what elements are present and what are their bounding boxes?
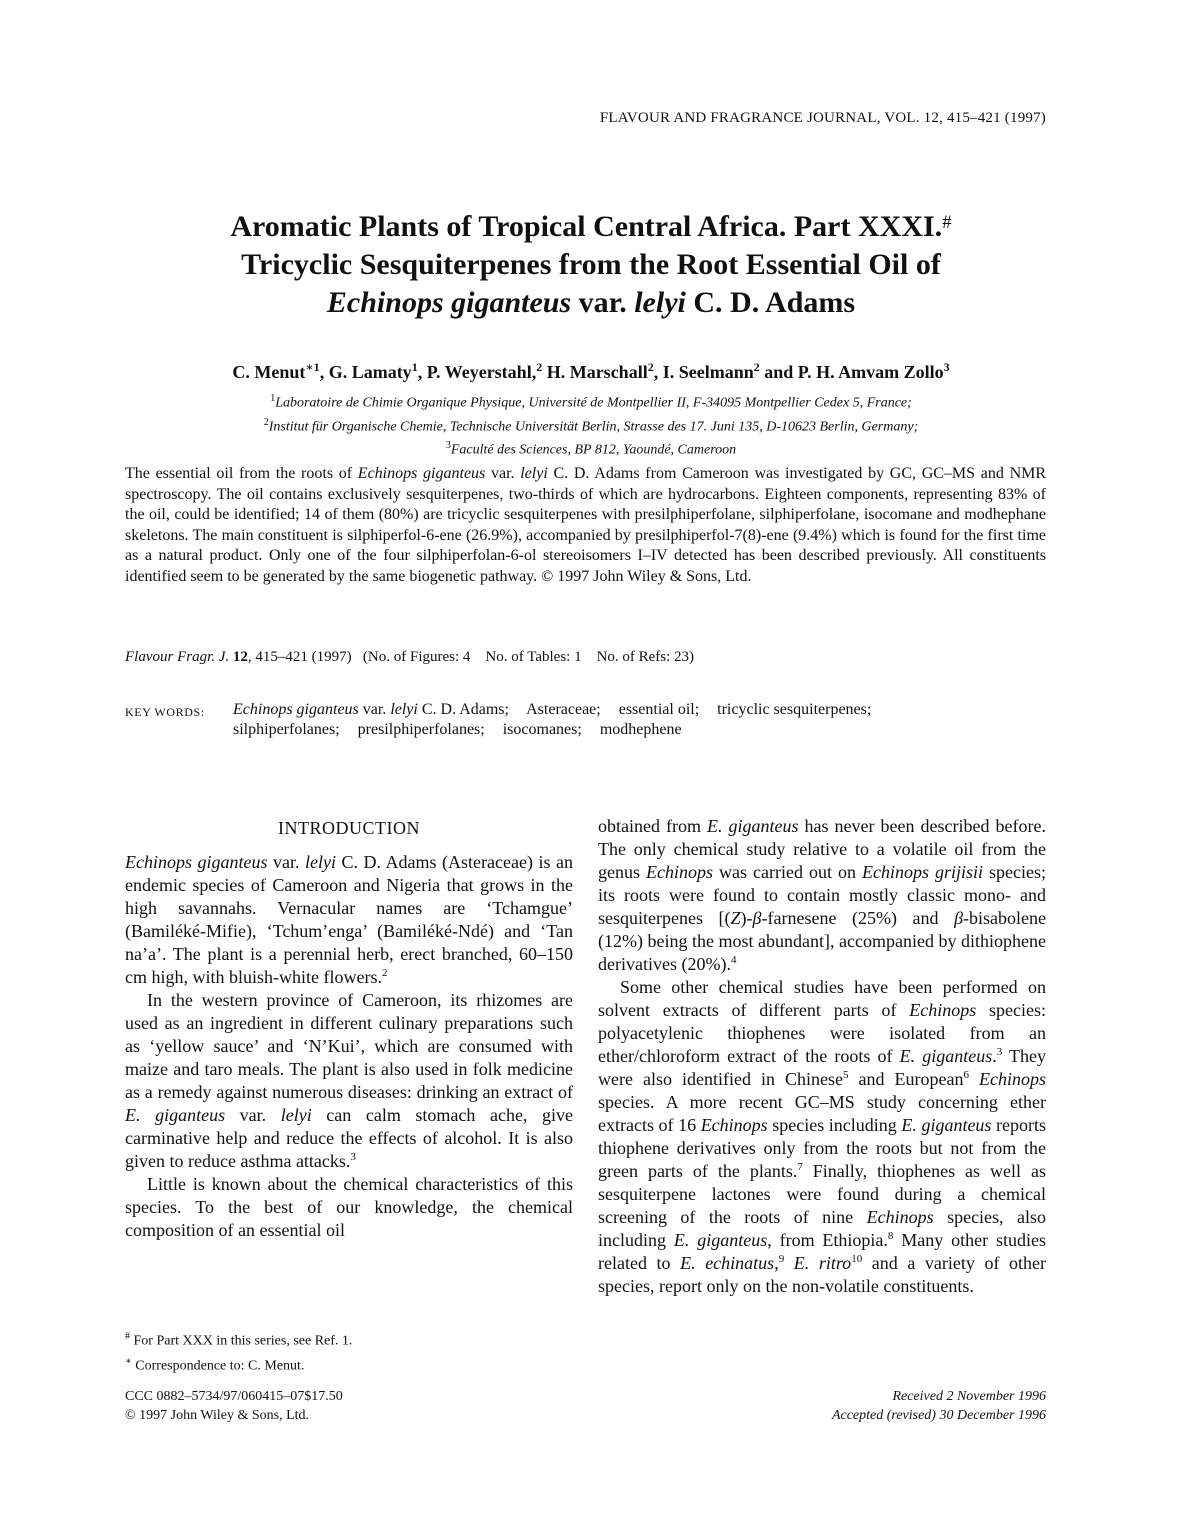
affiliation: $^3$Faculté des Sciences, BP 812, Yaoundé, Cameroon <box>445 440 737 458</box>
paragraph: Little is known about the chemical characteristics of this species. To the best of our knowledge, the chemical composition of an essential oil <box>125 1174 573 1240</box>
keyword: presilphiperfolanes; <box>357 721 485 738</box>
ccc-code: CCC 0882–5734/97/060415–07$17.50 <box>125 1389 343 1404</box>
copyright: © 1997 John Wiley & Sons, Ltd. <box>125 1408 310 1423</box>
received-date: Received 2 November 1996 <box>892 1389 1046 1404</box>
keywords <box>125 700 1046 740</box>
title-line-2: Tricyclic Sesquiterpenes from the Root Essential Oil of <box>241 248 941 281</box>
publication-info <box>125 1387 343 1425</box>
footnotes <box>125 1327 573 1376</box>
affiliation: $^1$Laboratoire de Chimie Organique Physique, Université de Montpellier II, F-34095 Montpellier Cedex 5, France; <box>270 393 912 411</box>
affiliation: $^2$Institut für Organische Chemie, Technische Universität Berlin, Strasse des 17. Juni 135, D-10623 Berlin, Germany; <box>263 416 919 435</box>
keywords-label: KEY WORDS: <box>125 705 205 719</box>
paragraph: Echinops giganteus var. lelyi C. D. Adams (Asteraceae) is an endemic species of Cameroon and Nigeria that grows in the high savannahs. Vernacular names are ‘Tchamgue’ (Bamiléké-Mifie), ‘Tchum’enga’ (Bamiléké-Ndé) and ‘Tan na’a’. The plant is a perennial herb, erect branched, 60–150 cm high, with bluish-white flowers.$^2$ <box>125 852 573 987</box>
keyword: Asteraceae; <box>526 701 601 718</box>
affiliations <box>0 389 1182 460</box>
keyword: silphiperfolanes; <box>233 721 340 738</box>
paragraph: Some other chemical studies have been performed on solvent extracts of different parts of Echinops species: polyacetylenic thiophenes were isolated from an ether/chloroform extract of the roots of E. giganteus.$^3$ They were also identified in Chinese$^5$ and European$^6$ Echinops species. A more recent GC–MS study concerning ether extracts of 16 Echinops species including E. giganteus reports thiophene derivatives only from the roots but not from the green parts of the plants.$^7$ Finally, thiophenes as well as sesquiterpene lactones were found during a chemical screening of the roots of nine Echinops species, also including E. giganteus, from Ethiopia.$^8$ Many other studies related to E. echinatus,$^9$ E. ritro$^{10}$ and a variety of other species, report only on the non-volatile constituents. <box>598 977 1047 1296</box>
keywords-list: Echinops giganteus var. lelyi C. D. Adams; Asteraceae; essential oil; tricyclic sesquiterpenes; silphiperfolanes; presilphiperfolanes; isocomanes; modhephene <box>233 701 872 738</box>
section-heading-introduction: INTRODUCTION <box>278 818 420 838</box>
keyword: tricyclic sesquiterpenes; <box>717 701 872 718</box>
keyword: isocomanes; <box>502 721 582 738</box>
author-list: C. Menut$^{∗1}$, G. Lamaty$^1$, P. Weyerstahl,$^2$ H. Marschall$^2$, I. Seelmann$^2$ and P. H. Amvam Zollo$^3$ <box>232 360 950 382</box>
left-column <box>125 815 573 1242</box>
paragraph: In the western province of Cameroon, its rhizomes are used as an ingredient in different culinary preparations such as ‘yellow sauce’ and ‘N’Kui’, which are consumed with maize and taro meals. The plant is also used in folk medicine as a remedy against numerous diseases: drinking an extract of E. giganteus var. lelyi can calm stomach ache, give carminative help and reduce the effects of alcohol. It is also given to reduce asthma attacks.$^3$ <box>125 990 574 1171</box>
history-dates <box>832 1387 1046 1425</box>
footnote: ∗ Correspondence to: C. Menut. <box>125 1355 305 1374</box>
accepted-date: Accepted (revised) 30 December 1996 <box>831 1408 1046 1423</box>
keyword: modhephene <box>599 721 682 738</box>
running-head: FLAVOUR AND FRAGRANCE JOURNAL, VOL. 12, 415–421 (1997) <box>599 110 1046 126</box>
abstract: The essential oil from the roots of Echinops giganteus var. lelyi C. D. Adams from Cameroon was investigated by GC, GC–MS and NMR spectroscopy. The oil contains exclusively sesquiterpenes, two-thirds of which are hydrocarbons. Eighteen components, representing 83% of the oil, could be identified; 14 of them (80%) are tricyclic sesquiterpenes with presilphiperfolane, silphiperfolane, isocomane and modhephane skeletons. The main constituent is silphiperfol-6-ene (26.9%), accompanied by presilphiperfol-7(8)-ene (9.4%) which is found for the first time as a natural product. Only one of the four silphiperfolan-6-ol stereoisomers I–IV detected has been described previously. All constituents identified seem to be generated by the same biogenetic pathway. © 1997 John Wiley & Sons, Ltd. <box>125 465 1047 585</box>
citation-line: Flavour Fragr. J. 12, 415–421 (1997) (No. of Figures: 4 No. of Tables: 1 No. of Refs: 23) <box>125 649 695 665</box>
title-line-1: Aromatic Plants of Tropical Central Africa. Part XXXI. <box>230 210 943 243</box>
title-footnote-mark: # <box>942 212 952 233</box>
keyword: essential oil; <box>618 701 700 718</box>
title-line-3: Echinops giganteus var. lelyi C. D. Adams <box>326 286 856 319</box>
right-column <box>598 815 1046 1298</box>
article-title <box>0 208 1182 322</box>
paragraph: obtained from E. giganteus has never been described before. The only chemical study relative to a volatile oil from the genus Echinops was carried out on Echinops grijisii species; its roots were found to contain mostly classic mono- and sesquiterpenes [(Z)-β-farnesene (25%) and β-bisabolene (12%) being the most abundant], accompanied by dithiophene derivatives (20%).$^4$ <box>598 816 1046 974</box>
footnote: # For Part XXX in this series, see Ref. 1. <box>125 1331 353 1349</box>
